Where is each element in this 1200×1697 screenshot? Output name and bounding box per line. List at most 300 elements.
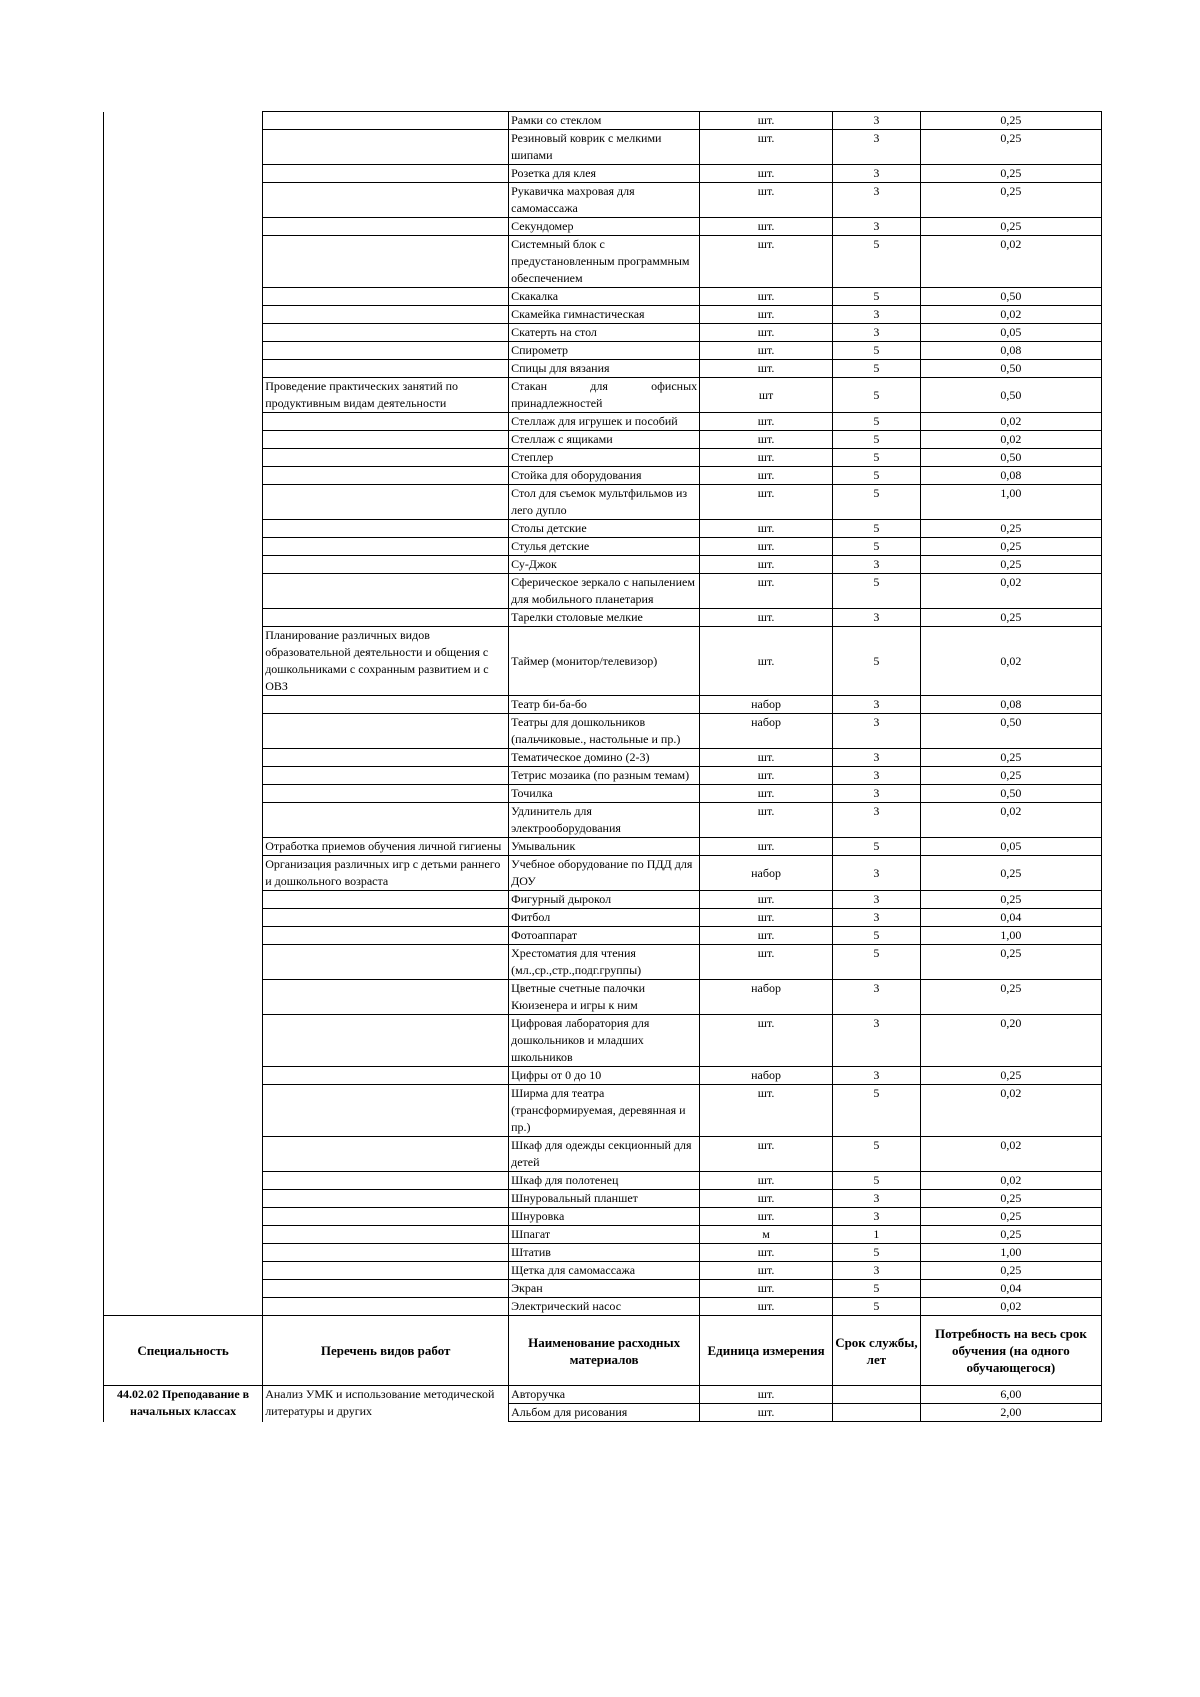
work-cell [263, 1190, 509, 1208]
specialty-cell [104, 627, 263, 696]
table-row [104, 556, 1102, 574]
table-row [104, 449, 1102, 467]
material-cell: Тетрис мозаика (по разным темам) [509, 767, 700, 785]
material-cell: Театр би-ба-бо [509, 696, 700, 714]
unit-cell: шт. [700, 342, 833, 360]
header-unit: Единица измерения [700, 1316, 833, 1386]
unit-cell: набор [700, 856, 833, 891]
work-cell [263, 485, 509, 520]
work-cell [263, 927, 509, 945]
material-cell: Цифровая лаборатория для дошкольников и младших школьников [509, 1015, 700, 1067]
term-cell [832, 1386, 920, 1404]
term-cell: 3 [832, 609, 920, 627]
material-cell: Шнуровальный планшет [509, 1190, 700, 1208]
unit-cell: шт. [700, 165, 833, 183]
work-cell [263, 112, 509, 130]
term-cell: 5 [832, 449, 920, 467]
material-cell: Шнуровка [509, 1208, 700, 1226]
work-cell [263, 306, 509, 324]
specialty-cell [104, 749, 263, 767]
specialty-cell [104, 856, 263, 891]
specialty-cell [104, 785, 263, 803]
table-row [104, 1298, 1102, 1316]
unit-cell: шт. [700, 1244, 833, 1262]
specialty-cell [104, 803, 263, 838]
work-cell [263, 1085, 509, 1137]
material-cell: Театры для дошкольников (пальчиковые., настольные и пр.) [509, 714, 700, 749]
specialty-cell [104, 413, 263, 431]
work-cell [263, 609, 509, 627]
work-cell [263, 749, 509, 767]
table-row [104, 785, 1102, 803]
need-cell: 0,25 [920, 165, 1101, 183]
material-cell: Розетка для клея [509, 165, 700, 183]
material-cell: Рукавичка махровая для самомассажа [509, 183, 700, 218]
work-cell [263, 130, 509, 165]
header-works: Перечень видов работ [263, 1316, 509, 1386]
material-cell: Хрестоматия для чтения (мл.,ср.,стр.,подг.группы) [509, 945, 700, 980]
need-cell: 0,50 [920, 378, 1101, 413]
unit-cell: шт. [700, 1280, 833, 1298]
work-cell [263, 1137, 509, 1172]
need-cell: 0,25 [920, 130, 1101, 165]
specialty-cell [104, 927, 263, 945]
specialty-cell [104, 236, 263, 288]
work-cell [263, 1226, 509, 1244]
term-cell: 5 [832, 945, 920, 980]
unit-cell: набор [700, 696, 833, 714]
term-cell: 5 [832, 485, 920, 520]
unit-cell: набор [700, 1067, 833, 1085]
table-row [104, 749, 1102, 767]
material-cell: Фигурный дырокол [509, 891, 700, 909]
work-cell [263, 467, 509, 485]
table-row [104, 909, 1102, 927]
specialty-cell [104, 485, 263, 520]
need-cell: 0,50 [920, 449, 1101, 467]
unit-cell: шт. [700, 1404, 833, 1422]
term-cell: 3 [832, 130, 920, 165]
need-cell: 0,25 [920, 856, 1101, 891]
work-cell [263, 324, 509, 342]
specialty-cell [104, 696, 263, 714]
unit-cell: шт. [700, 1208, 833, 1226]
unit-cell: шт. [700, 556, 833, 574]
unit-cell: шт. [700, 767, 833, 785]
specialty-cell [104, 1226, 263, 1244]
term-cell: 3 [832, 767, 920, 785]
unit-cell: шт. [700, 218, 833, 236]
need-cell: 0,02 [920, 574, 1101, 609]
table-row [104, 378, 1102, 413]
material-cell: Цифры от 0 до 10 [509, 1067, 700, 1085]
material-cell: Шпагат [509, 1226, 700, 1244]
table-row [104, 467, 1102, 485]
need-cell: 0,25 [920, 556, 1101, 574]
table-row [104, 413, 1102, 431]
specialty-cell [104, 1208, 263, 1226]
need-cell: 0,25 [920, 538, 1101, 556]
document-page [103, 111, 1102, 1422]
term-cell: 3 [832, 803, 920, 838]
need-cell: 0,02 [920, 413, 1101, 431]
term-cell: 5 [832, 431, 920, 449]
specialty-cell [104, 288, 263, 306]
work-cell [263, 1244, 509, 1262]
specialty-cell [104, 1280, 263, 1298]
work-cell [263, 767, 509, 785]
specialty-cell [104, 980, 263, 1015]
table-row [104, 112, 1102, 130]
specialty-cell [104, 1298, 263, 1316]
specialty-cell [104, 520, 263, 538]
specialty-cell [104, 891, 263, 909]
table-row [104, 1015, 1102, 1067]
need-cell: 0,25 [920, 749, 1101, 767]
unit-cell: шт. [700, 609, 833, 627]
unit-cell: шт. [700, 1386, 833, 1404]
term-cell: 5 [832, 1137, 920, 1172]
need-cell: 1,00 [920, 927, 1101, 945]
table-row [104, 1067, 1102, 1085]
material-cell: Сферическое зеркало с напылением для мобильного планетария [509, 574, 700, 609]
work-cell [263, 1067, 509, 1085]
need-cell: 0,25 [920, 1226, 1101, 1244]
material-cell: Цветные счетные палочки Кюизенера и игры к ним [509, 980, 700, 1015]
unit-cell: шт. [700, 1172, 833, 1190]
material-cell: Таймер (монитор/телевизор) [509, 627, 700, 696]
need-cell: 0,25 [920, 520, 1101, 538]
need-cell: 0,02 [920, 1298, 1101, 1316]
header-term: Срок службы, лет [832, 1316, 920, 1386]
work-cell: Отработка приемов обучения личной гигиены [263, 838, 509, 856]
table-header-row [104, 1316, 1102, 1386]
work-cell [263, 360, 509, 378]
specialty-cell [104, 714, 263, 749]
table-row [104, 803, 1102, 838]
need-cell: 0,50 [920, 714, 1101, 749]
specialty-cell [104, 378, 263, 413]
term-cell: 3 [832, 1262, 920, 1280]
header-need: Потребность на весь срок обучения (на одного обучающегося) [920, 1316, 1101, 1386]
unit-cell: шт. [700, 485, 833, 520]
material-cell: Системный блок с предустановленным программным обеспечением [509, 236, 700, 288]
table-row [104, 1085, 1102, 1137]
work-cell [263, 342, 509, 360]
work-cell [263, 1280, 509, 1298]
table-row [104, 485, 1102, 520]
term-cell: 5 [832, 360, 920, 378]
specialty-cell [104, 767, 263, 785]
unit-cell: шт. [700, 785, 833, 803]
unit-cell: шт. [700, 891, 833, 909]
specialty-cell [104, 431, 263, 449]
term-cell: 5 [832, 467, 920, 485]
table-row [104, 980, 1102, 1015]
need-cell: 2,00 [920, 1404, 1101, 1422]
need-cell: 0,02 [920, 627, 1101, 696]
unit-cell: шт. [700, 574, 833, 609]
materials-table [103, 111, 1102, 1422]
term-cell: 3 [832, 856, 920, 891]
specialty-cell [104, 838, 263, 856]
unit-cell: шт. [700, 838, 833, 856]
material-cell: Щетка для самомассажа [509, 1262, 700, 1280]
table-row [104, 891, 1102, 909]
term-cell: 5 [832, 927, 920, 945]
table-row [104, 236, 1102, 288]
need-cell: 0,02 [920, 236, 1101, 288]
material-cell: Су-Джок [509, 556, 700, 574]
material-cell: Степлер [509, 449, 700, 467]
specialty-cell [104, 1172, 263, 1190]
table-row [104, 183, 1102, 218]
specialty-cell [104, 324, 263, 342]
material-cell: Скамейка гимнастическая [509, 306, 700, 324]
specialty-cell [104, 165, 263, 183]
term-cell: 5 [832, 1244, 920, 1262]
specialty-cell [104, 183, 263, 218]
unit-cell: шт. [700, 1137, 833, 1172]
material-cell: Стеллаж с ящиками [509, 431, 700, 449]
work-cell [263, 538, 509, 556]
term-cell: 5 [832, 342, 920, 360]
table-row [104, 838, 1102, 856]
specialty-cell [104, 467, 263, 485]
need-cell: 0,08 [920, 696, 1101, 714]
material-cell: Умывальник [509, 838, 700, 856]
specialty-cell [104, 909, 263, 927]
unit-cell: шт. [700, 467, 833, 485]
unit-cell: шт. [700, 1298, 833, 1316]
unit-cell: шт. [700, 236, 833, 288]
term-cell [832, 1404, 920, 1422]
need-cell: 0,50 [920, 360, 1101, 378]
specialty-cell [104, 449, 263, 467]
unit-cell: шт. [700, 1262, 833, 1280]
work-cell [263, 714, 509, 749]
unit-cell: шт. [700, 749, 833, 767]
work-cell [263, 183, 509, 218]
work-cell [263, 803, 509, 838]
specialty-cell [104, 556, 263, 574]
material-cell: Удлинитель для электрооборудования [509, 803, 700, 838]
unit-cell: шт. [700, 449, 833, 467]
material-cell: Альбом для рисования [509, 1404, 700, 1422]
need-cell: 0,02 [920, 1085, 1101, 1137]
table-row [104, 306, 1102, 324]
term-cell: 5 [832, 1280, 920, 1298]
material-cell: Учебное оборудование по ПДД для ДОУ [509, 856, 700, 891]
specialty-cell [104, 1015, 263, 1067]
work-cell [263, 449, 509, 467]
table-row [104, 1262, 1102, 1280]
specialty-cell [104, 130, 263, 165]
need-cell: 0,25 [920, 1262, 1101, 1280]
table-row [104, 130, 1102, 165]
material-cell: Штатив [509, 1244, 700, 1262]
table-row [104, 360, 1102, 378]
table-row [104, 1226, 1102, 1244]
table-row [104, 165, 1102, 183]
material-cell: Скатерть на стол [509, 324, 700, 342]
material-cell: Стулья детские [509, 538, 700, 556]
unit-cell: шт. [700, 288, 833, 306]
material-cell: Скакалка [509, 288, 700, 306]
specialty-cell [104, 306, 263, 324]
work-cell [263, 980, 509, 1015]
need-cell: 0,05 [920, 838, 1101, 856]
need-cell: 0,25 [920, 891, 1101, 909]
term-cell: 3 [832, 980, 920, 1015]
need-cell: 0,25 [920, 183, 1101, 218]
work-cell [263, 413, 509, 431]
need-cell: 0,02 [920, 431, 1101, 449]
work-cell [263, 556, 509, 574]
table-row [104, 520, 1102, 538]
term-cell: 5 [832, 413, 920, 431]
need-cell: 1,00 [920, 1244, 1101, 1262]
material-cell: Шкаф для полотенец [509, 1172, 700, 1190]
unit-cell: шт. [700, 413, 833, 431]
table-row [104, 767, 1102, 785]
specialty-cell [104, 1085, 263, 1137]
need-cell: 0,25 [920, 609, 1101, 627]
unit-cell: шт. [700, 803, 833, 838]
table-row [104, 627, 1102, 696]
material-cell: Спирометр [509, 342, 700, 360]
table-row [104, 1190, 1102, 1208]
work-cell [263, 520, 509, 538]
unit-cell: шт. [700, 1190, 833, 1208]
term-cell: 3 [832, 324, 920, 342]
specialty-cell [104, 112, 263, 130]
table-row [104, 218, 1102, 236]
table-row [104, 714, 1102, 749]
term-cell: 3 [832, 696, 920, 714]
specialty-cell [104, 1262, 263, 1280]
term-cell: 5 [832, 1298, 920, 1316]
material-cell: Рамки со стеклом [509, 112, 700, 130]
term-cell: 3 [832, 1208, 920, 1226]
work-cell: Планирование различных видов образовательной деятельности и общения с дошкольниками с сохранным развитием и с ОВЗ [263, 627, 509, 696]
term-cell: 5 [832, 1085, 920, 1137]
term-cell: 3 [832, 1190, 920, 1208]
work-cell: Организация различных игр с детьми раннего и дошкольного возраста [263, 856, 509, 891]
specialty-cell [104, 360, 263, 378]
term-cell: 3 [832, 306, 920, 324]
term-cell: 3 [832, 891, 920, 909]
table-row [104, 1137, 1102, 1172]
work-cell [263, 431, 509, 449]
material-cell: Авторучка [509, 1386, 700, 1404]
term-cell: 5 [832, 236, 920, 288]
need-cell: 0,02 [920, 1137, 1101, 1172]
table-row [104, 945, 1102, 980]
table-row [104, 856, 1102, 891]
work-cell [263, 1015, 509, 1067]
term-cell: 5 [832, 1172, 920, 1190]
unit-cell: шт. [700, 324, 833, 342]
unit-cell: шт. [700, 909, 833, 927]
material-cell: Стеллаж для игрушек и пособий [509, 413, 700, 431]
unit-cell: шт. [700, 130, 833, 165]
need-cell: 0,08 [920, 467, 1101, 485]
table-row [104, 1244, 1102, 1262]
work-cell [263, 945, 509, 980]
term-cell: 3 [832, 556, 920, 574]
term-cell: 3 [832, 714, 920, 749]
table-row [104, 288, 1102, 306]
work-cell [263, 785, 509, 803]
specialty-cell [104, 218, 263, 236]
term-cell: 3 [832, 785, 920, 803]
need-cell: 0,25 [920, 1067, 1101, 1085]
term-cell: 3 [832, 1015, 920, 1067]
work-cell [263, 1262, 509, 1280]
table-row [104, 431, 1102, 449]
unit-cell: шт. [700, 112, 833, 130]
term-cell: 3 [832, 112, 920, 130]
work-cell [263, 165, 509, 183]
unit-cell: набор [700, 980, 833, 1015]
term-cell: 3 [832, 749, 920, 767]
term-cell: 3 [832, 165, 920, 183]
unit-cell: шт. [700, 627, 833, 696]
header-material: Наименование расходных материалов [509, 1316, 700, 1386]
material-cell: Экран [509, 1280, 700, 1298]
term-cell: 3 [832, 183, 920, 218]
unit-cell: шт. [700, 360, 833, 378]
unit-cell: шт. [700, 520, 833, 538]
need-cell: 0,04 [920, 909, 1101, 927]
specialty-cell: 44.02.02 Преподавание в начальных классах [104, 1386, 263, 1422]
specialty-cell [104, 1190, 263, 1208]
term-cell: 5 [832, 378, 920, 413]
need-cell: 0,08 [920, 342, 1101, 360]
work-cell [263, 696, 509, 714]
work-cell [263, 1298, 509, 1316]
work-cell [263, 1208, 509, 1226]
material-cell: Тарелки столовые мелкие [509, 609, 700, 627]
need-cell: 0,04 [920, 1280, 1101, 1298]
material-cell: Фотоаппарат [509, 927, 700, 945]
need-cell: 0,50 [920, 288, 1101, 306]
table-row [104, 1386, 1102, 1404]
need-cell: 0,20 [920, 1015, 1101, 1067]
table-row [104, 927, 1102, 945]
material-cell: Столы детские [509, 520, 700, 538]
unit-cell: шт. [700, 183, 833, 218]
material-cell: Стол для съемок мультфильмов из лего дупло [509, 485, 700, 520]
table-row [104, 574, 1102, 609]
need-cell: 0,02 [920, 1172, 1101, 1190]
table-row [104, 538, 1102, 556]
header-specialty: Специальность [104, 1316, 263, 1386]
material-cell: Тематическое домино (2-3) [509, 749, 700, 767]
specialty-cell [104, 538, 263, 556]
table-row [104, 1172, 1102, 1190]
term-cell: 5 [832, 520, 920, 538]
table-row [104, 342, 1102, 360]
unit-cell: набор [700, 714, 833, 749]
term-cell: 5 [832, 538, 920, 556]
specialty-cell [104, 945, 263, 980]
term-cell: 3 [832, 909, 920, 927]
need-cell: 0,25 [920, 218, 1101, 236]
table-row [104, 1208, 1102, 1226]
unit-cell: шт. [700, 306, 833, 324]
